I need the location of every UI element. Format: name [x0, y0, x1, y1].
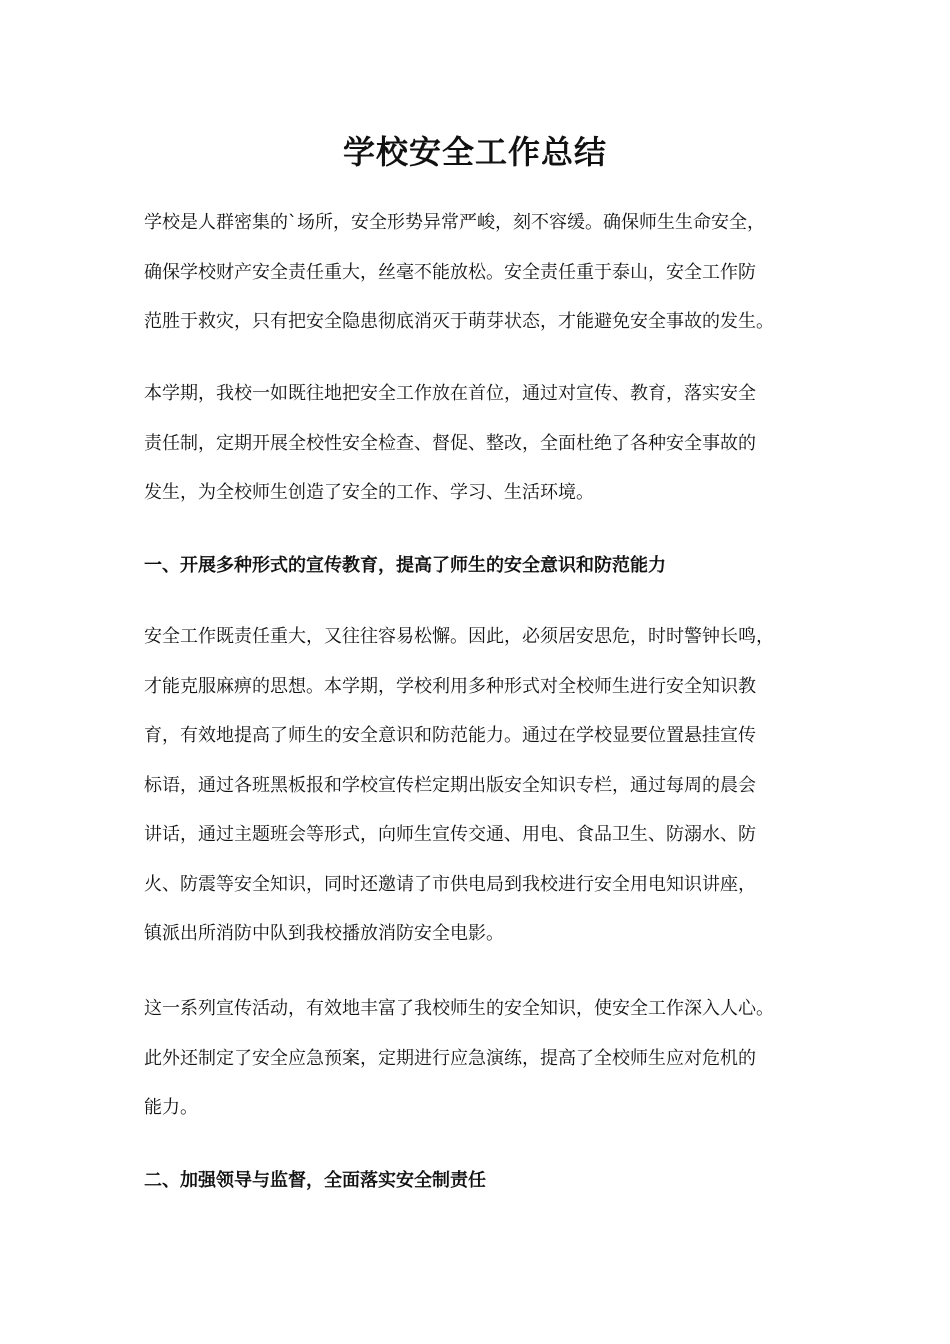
paragraph-line: 标语，通过各班黑板报和学校宣传栏定期出版安全知识专栏，通过每周的晨会	[144, 774, 756, 796]
paragraph-semester	[144, 369, 834, 518]
paragraph-line: 发生，为全校师生创造了安全的工作、学习、生活环境。	[144, 482, 594, 503]
paragraph-line: 才能克服麻痹的思想。本学期，学校利用多种形式对全校师生进行安全知识教	[144, 675, 756, 697]
paragraph-line: 责任制，定期开展全校性安全检查、督促、整改，全面杜绝了各种安全事故的	[144, 432, 756, 454]
paragraph-line: 学校是人群密集的`场所，安全形势异常严峻，刻不容缓。确保师生生命安全，	[144, 212, 765, 233]
paragraph-line: 讲话，通过主题班会等形式，向师生宣传交通、用电、食品卫生、防溺水、防	[144, 824, 756, 845]
paragraph-line: 安全工作既责任重大，又往往容易松懈。因此，必须居安思危，时时警钟长鸣，	[144, 626, 774, 647]
section-heading-1: 一、开展多种形式的宣传教育，提高了师生的安全意识和防范能力	[144, 555, 666, 576]
paragraph-line: 镇派出所消防中队到我校播放消防安全电影。	[144, 923, 504, 944]
section-heading-2: 二、加强领导与监督，全面落实安全制责任	[144, 1170, 486, 1191]
document-title: 学校安全工作总结	[342, 133, 607, 171]
paragraph-line: 火、防震等安全知识，同时还邀请了市供电局到我校进行安全用电知识讲座，	[144, 873, 756, 895]
paragraph-line: 能力。	[144, 1097, 198, 1118]
paragraph-intro	[144, 198, 834, 347]
paragraph-line: 这一系列宣传活动，有效地丰富了我校师生的安全知识，使安全工作深入人心。	[144, 998, 774, 1019]
paragraph-line: 本学期，我校一如既往地把安全工作放在首位，通过对宣传、教育，落实安全	[144, 383, 756, 404]
paragraph-line: 育，有效地提高了师生的安全意识和防范能力。通过在学校显要位置悬挂宣传	[144, 725, 756, 746]
paragraph-line: 确保学校财产安全责任重大，丝毫不能放松。安全责任重于泰山，安全工作防	[144, 261, 756, 283]
paragraph-line: 此外还制定了安全应急预案，定期进行应急演练，提高了全校师生应对危机的	[144, 1047, 756, 1069]
paragraph-line: 范胜于救灾，只有把安全隐患彻底消灭于萌芽状态，才能避免安全事故的发生。	[144, 311, 774, 332]
paragraph-education	[144, 612, 834, 959]
paragraph-activities	[144, 984, 834, 1133]
